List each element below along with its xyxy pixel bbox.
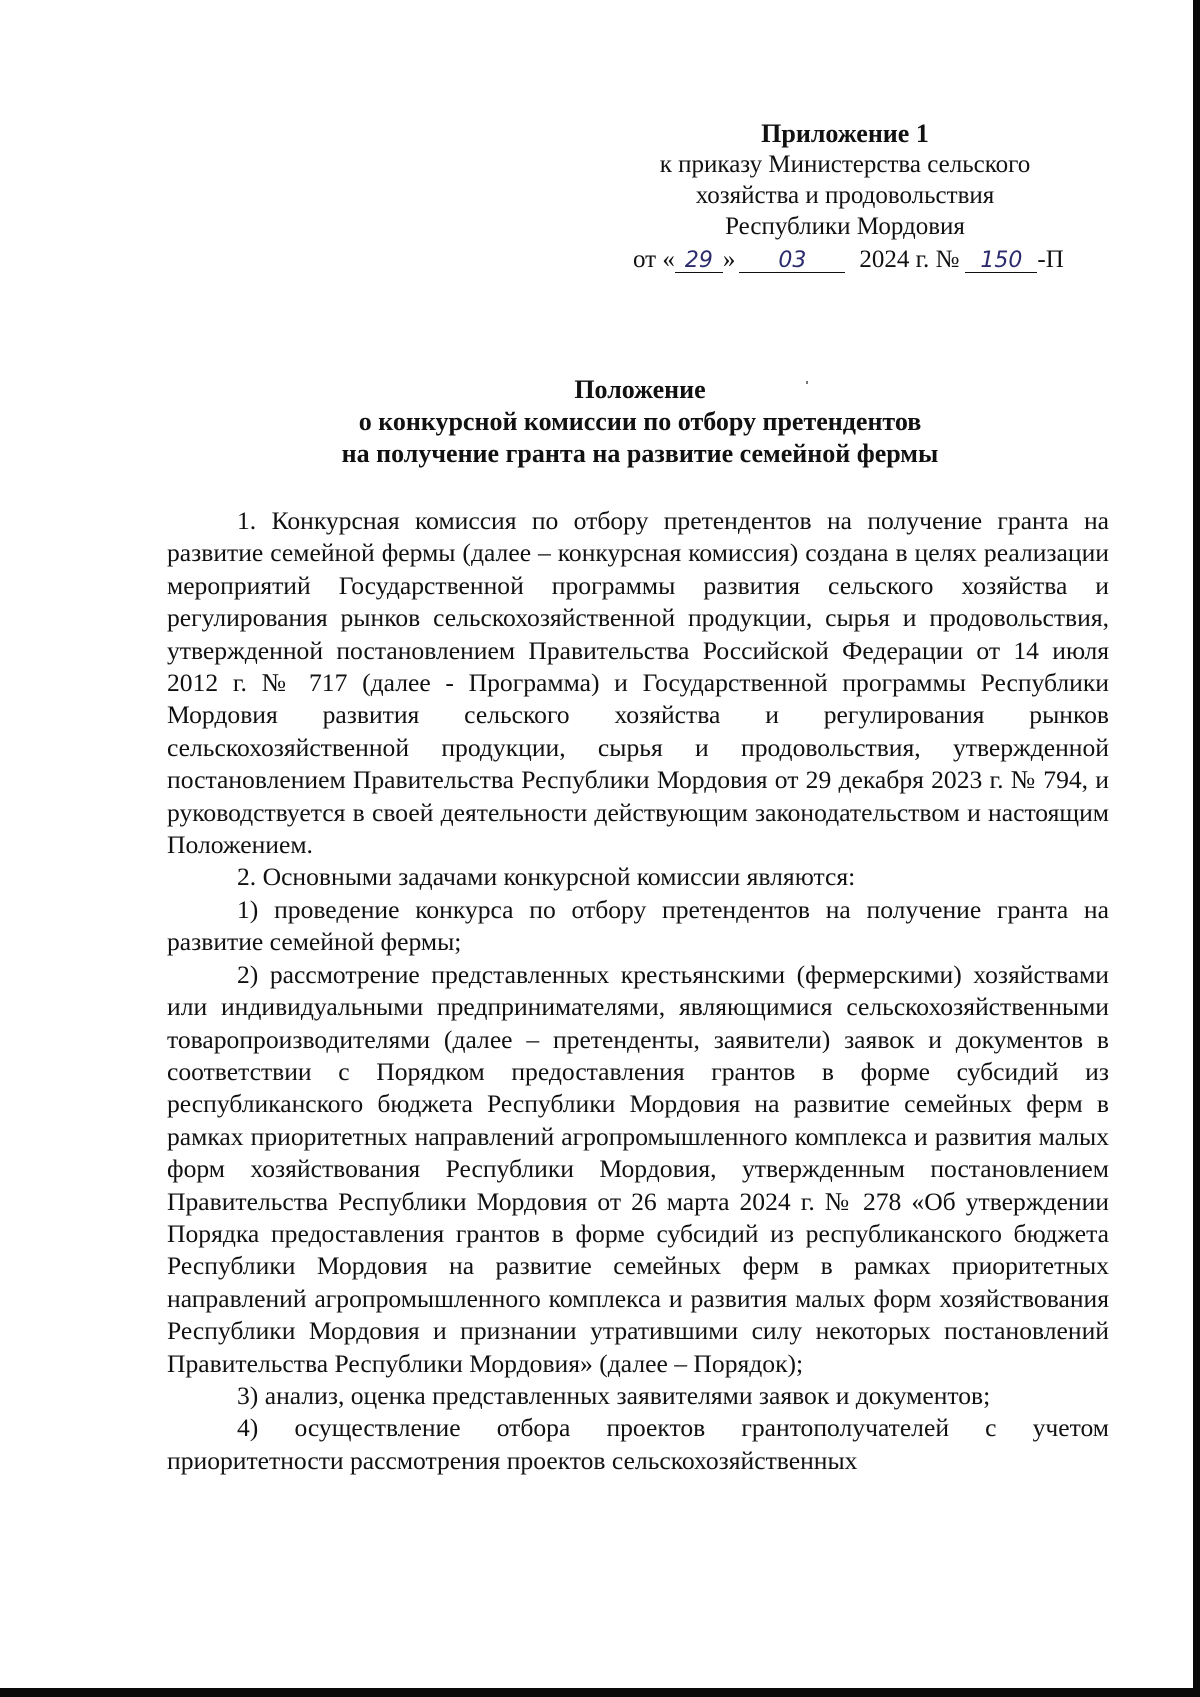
document-title bbox=[140, 374, 1140, 470]
title-line-2: о конкурсной комиссии по отбору претендентов bbox=[358, 407, 922, 436]
paragraph-2: 2. Основными задачами конкурсной комиссии являются: bbox=[237, 862, 856, 892]
appendix-line-2: хозяйства и продовольствия bbox=[695, 182, 995, 209]
scan-border-right bbox=[1193, 0, 1200, 1697]
title-line-1: Положение bbox=[574, 375, 706, 404]
order-year: 2024 г. № bbox=[859, 246, 960, 273]
paragraph-1: 1. Конкурсная комиссия по отбору претендентов на получение гранта на развитие семейной фермы (далее – конкурсная комиссия) создана в целях реализации мероприятий Государственной программы развития сельского хозяйства и регулирования рынков сельскохозяйственной продукции, сырья и продовольствия, утвержденной постановлением Правительства Российской Федерации от 14 июля 2012 г. № 717 (далее - Программа) и Государственной программы Республики Мордовия развития сельского хозяйства и регулирования рынков сельскохозяйственной продукции, сырья и продовольствия, утвержденной постановлением Правительства Республики Мордовия от 29 декабря 2023 г. № 794, и руководствуется в своей деятельности действующим законодательством и настоящим Положением. bbox=[167, 506, 1109, 860]
appendix-title: Приложение 1 bbox=[761, 119, 929, 148]
appendix-header bbox=[625, 118, 1065, 242]
title-line-3: на получение гранта на развитие семейной фермы bbox=[341, 439, 939, 468]
paragraph-4: 2) рассмотрение представленных крестьянскими (фермерскими) хозяйствами или индивидуальными предпринимателями, являющимися сельскохозяйственными товаропроизводителями (далее – претенденты, заявители) заявок и документов в соответствии с Порядком предоставления грантов в форме субсидий из республиканского бюджета Республики Мордовия на развитие семейных ферм в рамках приоритетных направлений агропромышленного комплекса и развития малых форм хозяйствования Республики Мордовия, утвержденным постановлением Правительства Республики Мордовия от 26 марта 2024 г. № 278 «Об утверждении Порядка предоставления грантов в форме субсидий из республиканского бюджета Республики Мордовия на развитие семейных ферм в рамках приоритетных направлений агропромышленного комплекса и развития малых форм хозяйствования Республики Мордовия и признании утратившими силу некоторых постановлений Правительства Республики Мордовия» (далее – Порядок); bbox=[167, 959, 1109, 1378]
order-prefix: от « bbox=[633, 246, 675, 273]
handwritten-month: 03 bbox=[739, 245, 845, 276]
paragraph-5: 3) анализ, оценка представленных заявителями заявок и документов; bbox=[237, 1380, 991, 1410]
document-body bbox=[167, 505, 1109, 1477]
paragraph-3: 1) проведение конкурса по отбору претендентов на получение гранта на развитие семейной фермы; bbox=[167, 894, 1109, 957]
order-suffix: -П bbox=[1037, 246, 1064, 273]
order-quote-close: » bbox=[722, 246, 736, 273]
scan-border-bottom bbox=[0, 1688, 1200, 1697]
handwritten-day: 29 bbox=[675, 245, 723, 276]
order-date-number-line bbox=[633, 244, 1064, 276]
scan-speck bbox=[806, 381, 808, 384]
paragraph-6: 4) осуществление отбора проектов грантополучателей с учетом приоритетности рассмотрения проектов сельскохозяйственных bbox=[167, 1413, 1109, 1475]
appendix-line-1: к приказу Министерства сельского bbox=[659, 151, 1031, 178]
appendix-line-3: Республики Мордовия bbox=[725, 213, 965, 240]
handwritten-order-number: 150 bbox=[965, 245, 1037, 276]
